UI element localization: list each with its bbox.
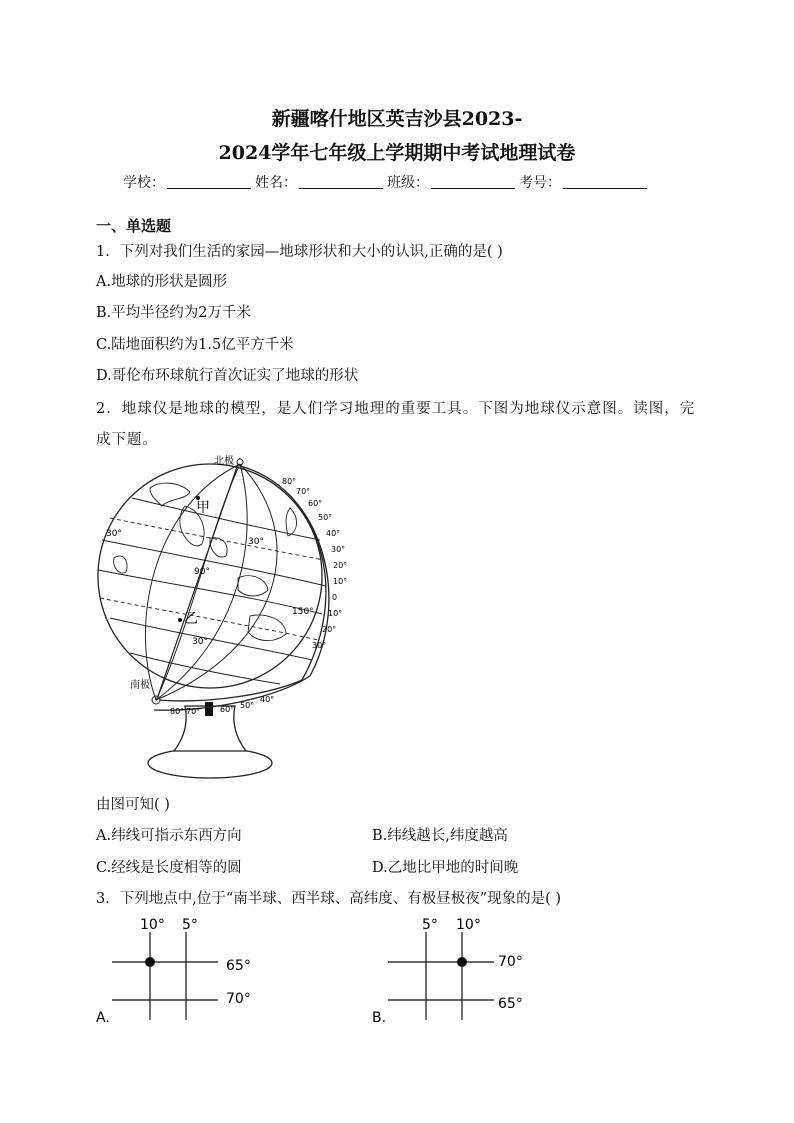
lat-30-mid: 30° bbox=[248, 537, 264, 547]
globe-stand-clip bbox=[205, 702, 213, 716]
title-line-1: 新疆喀什地区英吉沙县2023- bbox=[271, 108, 523, 130]
svg-text:70°: 70° bbox=[296, 487, 311, 496]
exam-no-label: 考号： bbox=[519, 175, 561, 191]
svg-text:40°: 40° bbox=[260, 695, 275, 704]
svg-text:80°: 80° bbox=[282, 477, 297, 486]
q1-option-c[interactable]: C.陆地面积约为1.5亿平方千米 bbox=[96, 337, 294, 353]
svg-text:70°: 70° bbox=[186, 707, 201, 716]
q2-stem-line-1: 2．地球仪是地球的模型，是人们学习地理的重要工具。下图为地球仪示意图。读图，完 bbox=[96, 401, 696, 417]
q1-option-b[interactable]: B.平均半径约为2万千米 bbox=[96, 305, 251, 321]
svg-text:30°: 30° bbox=[331, 545, 346, 554]
svg-text:20°: 20° bbox=[322, 625, 337, 634]
school-blank[interactable] bbox=[167, 176, 251, 189]
q3-option-b-figure[interactable] bbox=[368, 912, 548, 1028]
q1-option-d[interactable]: D.哥伦布环球航行首次证实了地球的形状 bbox=[96, 368, 359, 384]
q3-b-lon-left: 5° bbox=[422, 917, 438, 933]
svg-text:40°: 40° bbox=[326, 529, 341, 538]
class-label: 班级： bbox=[387, 175, 429, 191]
lat-30-left: 30° bbox=[106, 529, 122, 539]
q3-b-lon-right: 10° bbox=[456, 917, 481, 933]
q3-a-label: A. bbox=[96, 1010, 110, 1026]
student-info-row bbox=[123, 172, 651, 192]
q3-option-a-figure[interactable] bbox=[92, 912, 272, 1028]
svg-text:80°: 80° bbox=[170, 707, 185, 716]
globe-base bbox=[148, 748, 272, 778]
q1-option-a[interactable]: A.地球的形状是圆形 bbox=[96, 274, 228, 290]
title-line-2: 2024学年七年级上学期期中考试地理试卷 bbox=[218, 142, 576, 164]
lon-150-label: 150° bbox=[292, 607, 314, 617]
school-label: 学校： bbox=[123, 175, 165, 191]
q3-a-lon-right: 5° bbox=[182, 917, 198, 933]
svg-text:60°: 60° bbox=[308, 499, 323, 508]
q3-b-point bbox=[457, 957, 467, 967]
q3-stem: 3．下列地点中,位于“南半球、西半球、高纬度、有极昼极夜”现象的是( ) bbox=[96, 891, 562, 907]
q2-sub-stem: 由图可知( ) bbox=[96, 797, 170, 813]
q2-stem bbox=[96, 394, 702, 456]
q3-b-lat-top: 70° bbox=[498, 954, 523, 970]
svg-text:10°: 10° bbox=[328, 609, 343, 618]
q3-a-point bbox=[145, 957, 155, 967]
q1-stem: 1．下列对我们生活的家园—地球形状和大小的认识,正确的是( ) bbox=[96, 244, 503, 260]
class-blank[interactable] bbox=[431, 176, 515, 189]
point-jia-label: 甲 bbox=[196, 500, 210, 516]
svg-text:0: 0 bbox=[332, 593, 338, 602]
section-heading: 一、单选题 bbox=[96, 217, 172, 235]
q2-option-a[interactable]: A.纬线可指示东西方向 bbox=[96, 828, 242, 844]
exam-no-blank[interactable] bbox=[563, 176, 647, 189]
svg-text:20°: 20° bbox=[333, 561, 348, 570]
point-yi-dot bbox=[178, 618, 182, 622]
lon-90-label: 90° bbox=[194, 567, 210, 577]
south-pole-label: 南极 bbox=[130, 680, 150, 691]
svg-text:50°: 50° bbox=[240, 701, 255, 710]
name-label: 姓名： bbox=[255, 175, 297, 191]
name-blank[interactable] bbox=[299, 176, 383, 189]
q3-b-lat-bottom: 65° bbox=[498, 996, 523, 1012]
globe-figure bbox=[90, 448, 360, 788]
q3-b-label: B. bbox=[372, 1010, 387, 1026]
svg-text:50°: 50° bbox=[318, 513, 333, 522]
q2-option-d[interactable]: D.乙地比甲地的时间晚 bbox=[372, 860, 519, 876]
q3-a-lat-top: 65° bbox=[226, 958, 251, 974]
svg-text:60°: 60° bbox=[220, 705, 235, 714]
q3-a-lat-bottom: 70° bbox=[226, 991, 251, 1007]
q2-option-c[interactable]: C.经线是长度相等的圆 bbox=[96, 860, 242, 876]
q2-option-b[interactable]: B.纬线越长,纬度越高 bbox=[372, 828, 508, 844]
svg-text:30°: 30° bbox=[312, 641, 327, 650]
svg-text:10°: 10° bbox=[333, 577, 348, 586]
q3-a-lon-left: 10° bbox=[140, 917, 165, 933]
lat-30-low: 30° bbox=[192, 637, 208, 647]
q2-stem-line-2: 成下题。 bbox=[96, 432, 158, 448]
north-pole-label: 北极 bbox=[214, 456, 234, 467]
point-yi-label: 乙 bbox=[184, 611, 198, 627]
